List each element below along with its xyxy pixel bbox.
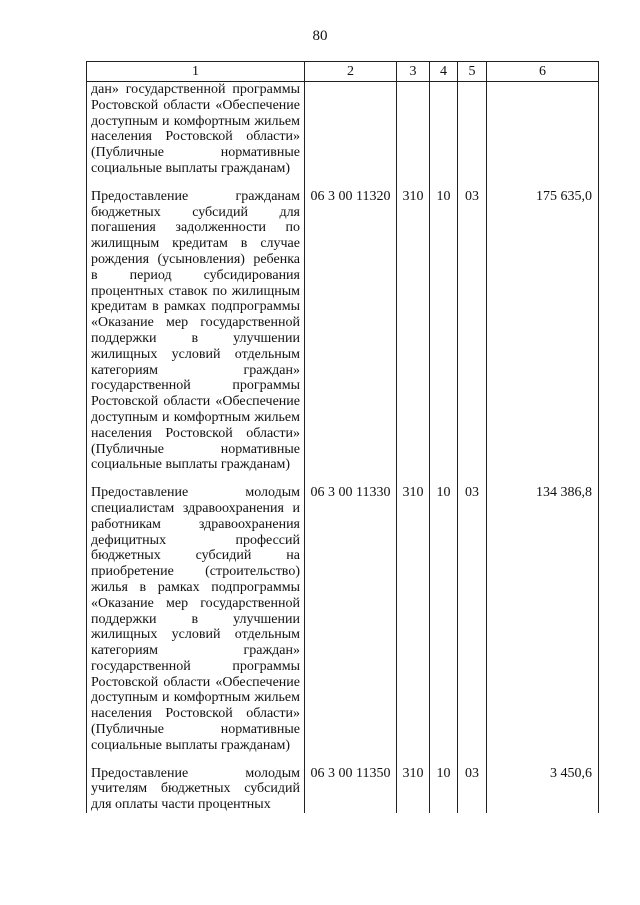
- row-spacer: [87, 177, 599, 189]
- budget-table: [86, 61, 599, 813]
- table-row: [87, 82, 599, 177]
- row-section: 10: [430, 766, 458, 813]
- row-description: Предоставление молодым специалистам здравоохранения и работникам здравоохранения дефицитных профессий бюджетных субсидий на приобретение (строительство) жилья в рамках подпрограммы «Оказание мер государственной поддержки в улучшении жилищных условий отдельным категориям граждан» государственной программы Ростовской области «Обеспечение доступным и комфортным жильем населения Ростовской области» (Публичные нормативные социальные выплаты гражданам): [87, 485, 305, 754]
- header-row: [87, 62, 599, 82]
- row-section: [430, 82, 458, 177]
- row-description: дан» государственной программы Ростовской области «Обеспечение доступным и комфортным жильем населения Ростовской области» (Публичные нормативные социальные выплаты гражданам): [87, 82, 305, 177]
- table-row: [87, 485, 599, 754]
- column-header-5: 5: [458, 62, 487, 82]
- row-expense-type: 310: [397, 485, 430, 754]
- column-header-4: 4: [430, 62, 458, 82]
- row-spacer: [87, 754, 599, 766]
- row-section: 10: [430, 485, 458, 754]
- page-number: 80: [312, 28, 328, 44]
- row-subsection: 03: [458, 766, 487, 813]
- row-description: Предоставление молодым учителям бюджетных субсидий для оплаты части процентных: [87, 766, 305, 813]
- row-description: Предоставление гражданам бюджетных субсидий для погашения задолженности по жилищным кредитам в случае рождения (усыновления) ребенка в период субсидирования процентных ставок по жилищным кредитам в рамках подпрограммы «Оказание мер государственной поддержки в улучшении жилищных условий отдельным категориям граждан» государственной программы Ростовской области «Обеспечение доступным и комфортным жильем населения Ростовской области» (Публичные нормативные социальные выплаты гражданам): [87, 189, 305, 473]
- row-target-code: [305, 82, 397, 177]
- row-target-code: 06 3 00 11320: [305, 189, 397, 473]
- row-section: 10: [430, 189, 458, 473]
- row-amount: [487, 82, 599, 177]
- row-target-code: 06 3 00 11350: [305, 766, 397, 813]
- row-expense-type: 310: [397, 189, 430, 473]
- row-subsection: 03: [458, 485, 487, 754]
- column-header-2: 2: [305, 62, 397, 82]
- row-subsection: [458, 82, 487, 177]
- row-amount: 134 386,8: [487, 485, 599, 754]
- table-row: [87, 766, 599, 813]
- row-amount: 3 450,6: [487, 766, 599, 813]
- column-header-6: 6: [487, 62, 599, 82]
- table-row: [87, 189, 599, 473]
- column-header-1: 1: [87, 62, 305, 82]
- row-spacer: [87, 473, 599, 485]
- row-amount: 175 635,0: [487, 189, 599, 473]
- row-target-code: 06 3 00 11330: [305, 485, 397, 754]
- row-expense-type: 310: [397, 766, 430, 813]
- row-subsection: 03: [458, 189, 487, 473]
- row-expense-type: [397, 82, 430, 177]
- column-header-3: 3: [397, 62, 430, 82]
